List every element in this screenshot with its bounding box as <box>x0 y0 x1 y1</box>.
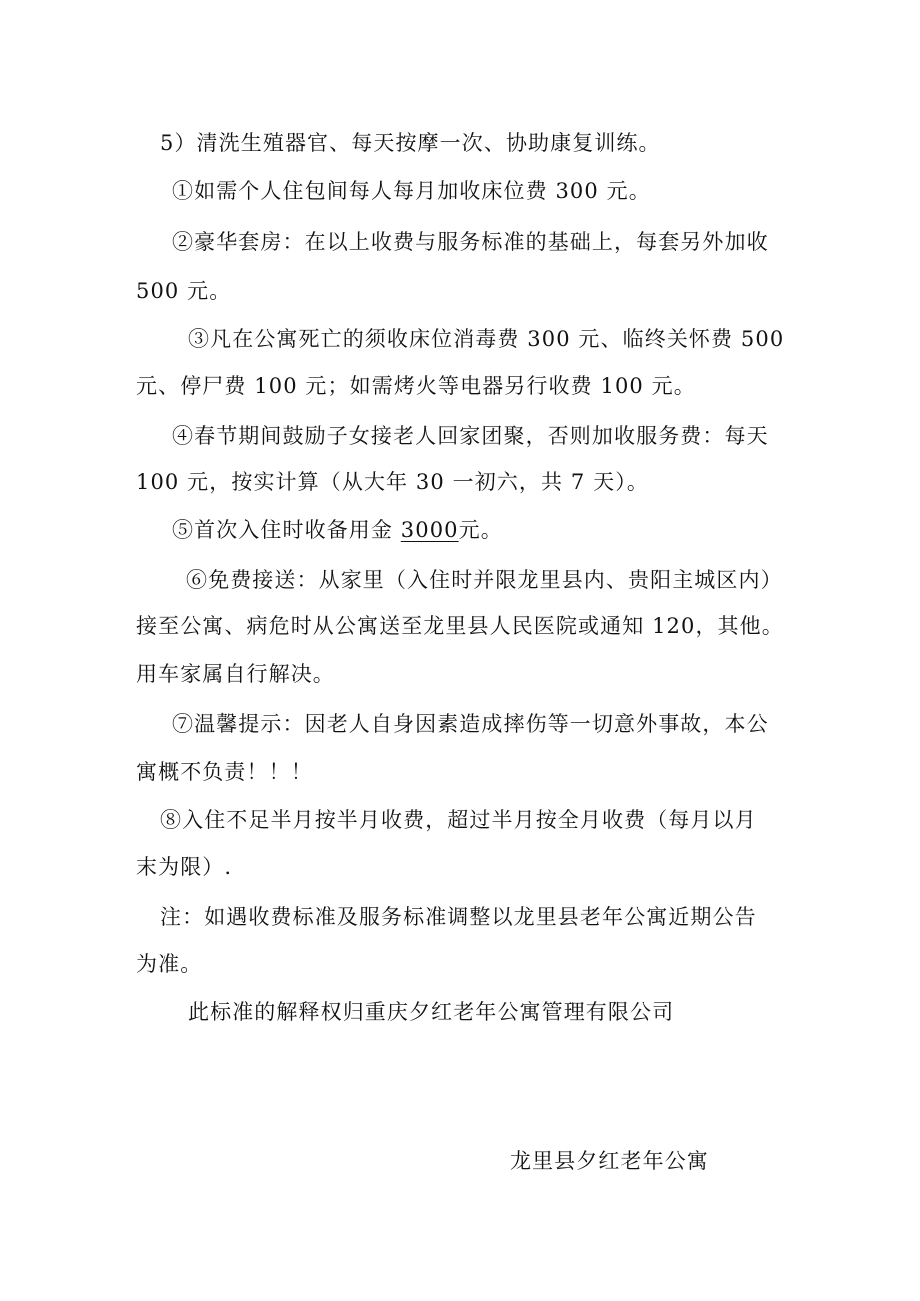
item-8-half-month-line1: ⑧入住不足半月按半月收费，超过半月按全月收费（每月以月 <box>160 808 757 832</box>
signature-organization: 龙里县夕红老年公寓 <box>510 1149 709 1173</box>
deposit-suffix: 元。 <box>458 518 503 542</box>
interpretation-rights: 此标准的解释权归重庆夕红老年公寓管理有限公司 <box>188 1000 675 1024</box>
item-2-luxury-suite-line2: 500 元。 <box>136 279 232 303</box>
note-line1: 注：如遇收费标准及服务标准调整以龙里县老年公寓近期公告 <box>160 905 757 929</box>
deposit-amount: 3000 <box>400 518 459 542</box>
item-8-half-month-line2: 末为限）. <box>136 855 233 879</box>
note-line2: 为准。 <box>136 952 203 976</box>
item-3-death-fees-line1: ③凡在公寓死亡的须收床位消毒费 300 元、临终关怀费 500 <box>188 327 785 351</box>
item-6-transport-line1: ⑥免费接送：从家里（入住时并限龙里县内、贵阳主城区内） <box>186 568 783 592</box>
deposit-prefix: ⑤首次入住时收备用金 <box>172 518 393 542</box>
item-7-reminder-line2: 寓概不负责！！！ <box>136 760 313 784</box>
item-1-private-room: ①如需个人住包间每人每月加收床位费 300 元。 <box>172 179 651 203</box>
item-7-reminder-line1: ⑦温馨提示：因老人自身因素造成摔伤等一切意外事故，本公 <box>172 712 769 736</box>
item-5-care: 5）清洗生殖器官、每天按摩一次、协助康复训练。 <box>160 131 661 155</box>
item-5-deposit <box>172 516 503 544</box>
item-6-transport-line3: 用车家属自行解决。 <box>136 662 335 686</box>
item-3-death-fees-line2: 元、停尸费 100 元；如需烤火等电器另行收费 100 元。 <box>136 374 696 398</box>
item-2-luxury-suite-line1: ②豪华套房：在以上收费与服务标准的基础上，每套另外加收 <box>172 230 769 254</box>
item-4-spring-festival-line1: ④春节期间鼓励子女接老人回家团聚，否则加收服务费：每天 <box>172 424 769 448</box>
item-6-transport-line2: 接至公寓、病危时从公寓送至龙里县人民医院或通知 120，其他。 <box>136 614 784 638</box>
item-4-spring-festival-line2: 100 元，按实计算（从大年 30 一初六，共 7 天）。 <box>136 470 649 494</box>
